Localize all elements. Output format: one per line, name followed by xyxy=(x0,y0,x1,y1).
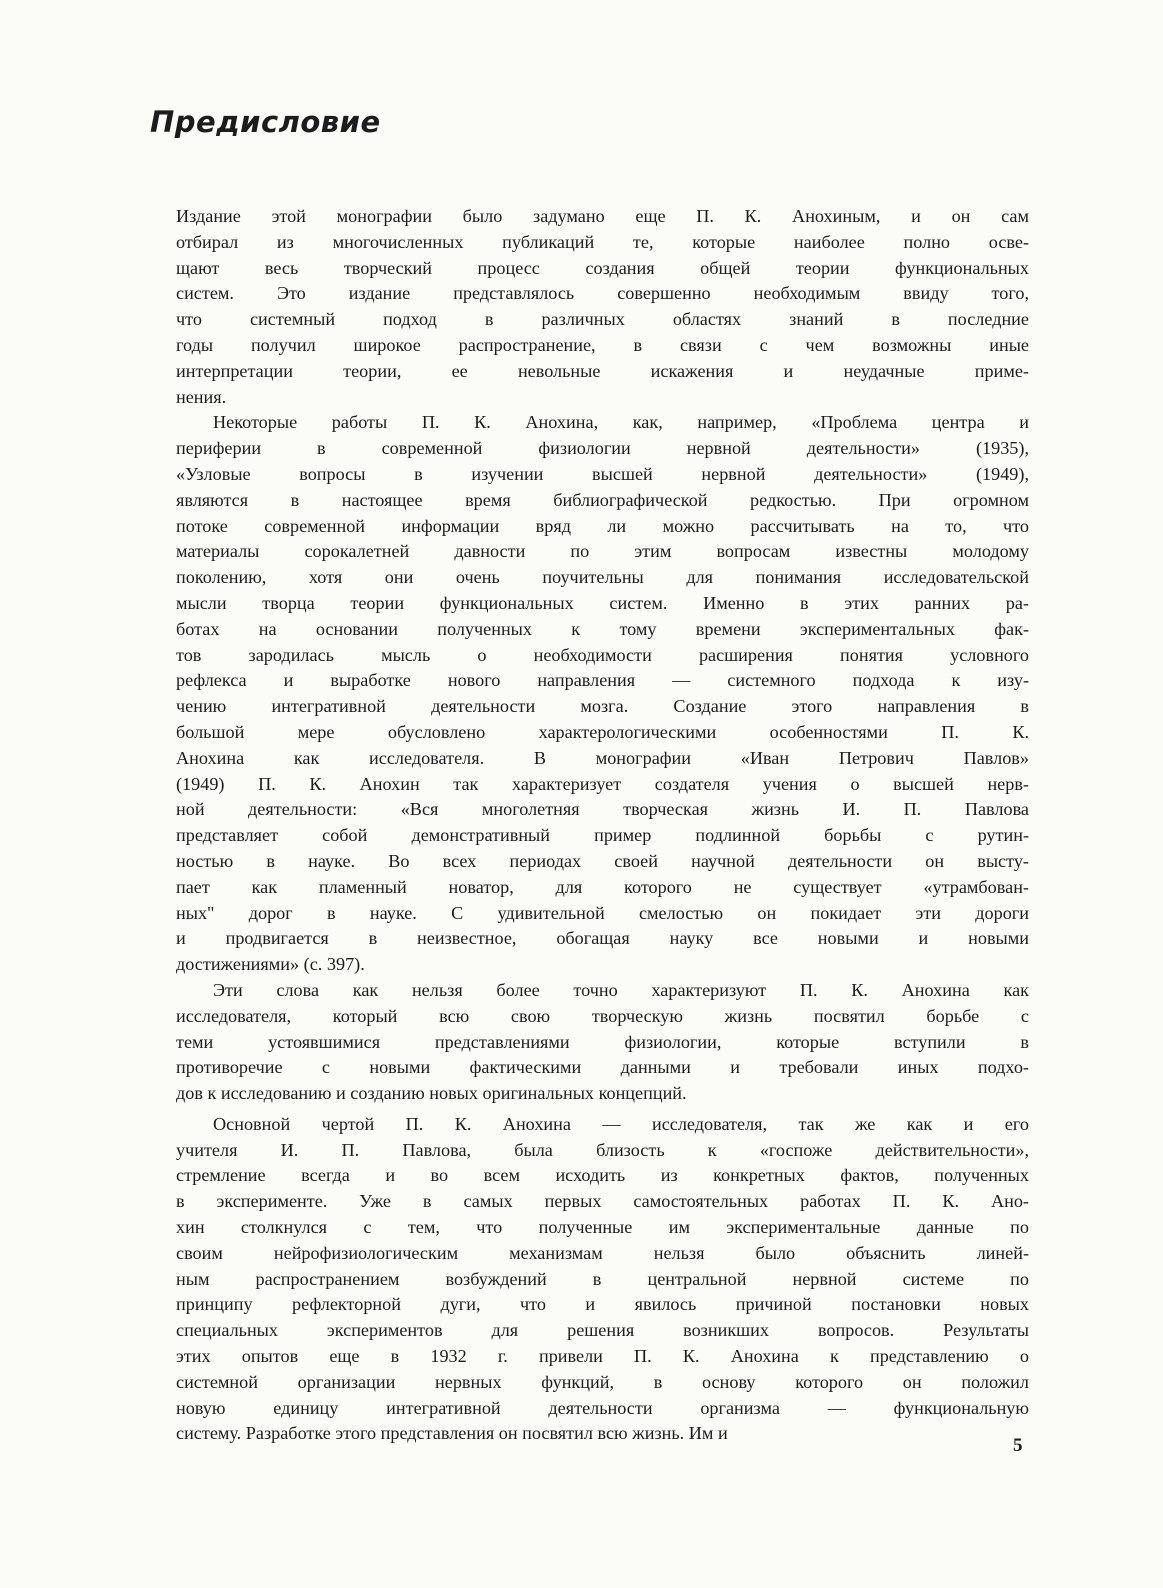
text-line: поколению, хотя они очень поучительны для понимания исследовательской xyxy=(176,567,1029,588)
text-line: Анохина как исследователя. В монографии «Иван Петрович Павлов» xyxy=(176,747,1029,768)
text-line: тов зародилась мысль о необходимости расширения понятия условного xyxy=(176,644,1029,665)
text-line: (1949) П. К. Анохин так характеризует создателя учения о высшей нерв- xyxy=(176,773,1029,794)
text-line: дов к исследованию и созданию новых оригинальных концепций. xyxy=(176,1083,687,1104)
text-line: годы получил широкое распространение, в связи с чем возможны иные xyxy=(176,334,1029,355)
text-line: и продвигается в неизвестное, обогащая науку все новыми и новыми xyxy=(176,928,1029,949)
page-title: Предисловие xyxy=(150,105,381,139)
text-line: противоречие с новыми фактическими данными и требовали иных подхо- xyxy=(176,1057,1029,1078)
text-line: пает как пламенный новатор, для которого не существует «утрамбован- xyxy=(176,876,1029,897)
text-line: ных" дорог в науке. С удивительной смелостью он покидает эти дороги xyxy=(176,902,1029,923)
text-line: что системный подход в различных областях знаний в последние xyxy=(176,309,1029,330)
text-line: достижениями» (с. 397). xyxy=(176,954,365,975)
text-line: интерпретации теории, ее невольные искажения и неудачные приме- xyxy=(176,360,1029,381)
text-line: системной организации нервных функций, в основу которого он положил xyxy=(176,1371,1029,1392)
text-line: в эксперименте. Уже в самых первых самостоятельных работах П. К. Ано- xyxy=(176,1191,1029,1212)
text-line: систему. Разработке этого представления он посвятил всю жизнь. Им и xyxy=(176,1423,728,1444)
page-number: 5 xyxy=(1013,1435,1023,1456)
text-line: ностью в науке. Во всех периодах своей научной деятельности он высту- xyxy=(176,850,1029,871)
paragraph xyxy=(176,978,1029,1107)
text-line: этих опытов еще в 1932 г. привели П. К. Анохина к представлению о xyxy=(176,1346,1029,1367)
text-line: ботах на основании полученных к тому времени экспериментальных фак- xyxy=(176,618,1029,639)
text-line: новую единицу интегративной деятельности организма — функциональную xyxy=(176,1397,1029,1418)
text-line: чению интегративной деятельности мозга. Создание этого направления в xyxy=(176,696,1029,717)
paragraph xyxy=(176,410,1029,978)
text-line: потоке современной информации вряд ли можно рассчитывать на то, что xyxy=(176,515,1029,536)
text-line: мысли творца теории функциональных систем. Именно в этих ранних ра- xyxy=(176,592,1029,613)
text-line: ным распространением возбуждений в центральной нервной системе по xyxy=(176,1268,1029,1289)
text-line: Издание этой монографии было задумано еще П. К. Анохиным, и он сам xyxy=(176,206,1029,226)
text-line: большой мере обусловлено характерологическими особенностями П. К. xyxy=(176,721,1029,742)
text-line: «Узловые вопросы в изучении высшей нервной деятельности» (1949), xyxy=(176,463,1029,484)
paragraph xyxy=(176,204,1029,410)
text-line: Эти слова как нельзя более точно характеризуют П. К. Анохина как xyxy=(213,979,1029,1000)
text-line: рефлекса и выработке нового направления — системного подхода к изу- xyxy=(176,670,1029,691)
text-line: нения. xyxy=(176,386,227,407)
text-line: материалы сорокалетней давности по этим вопросам известны молодому xyxy=(176,541,1029,562)
text-line: представляет собой демонстративный пример подлинной борьбы с рутин- xyxy=(176,825,1029,846)
text-line: являются в настоящее время библиографической редкостью. При огромном xyxy=(176,489,1029,510)
paragraph xyxy=(176,1112,1029,1447)
text-line: щают весь творческий процесс создания общей теории функциональных xyxy=(176,257,1029,278)
text-line: принципу рефлекторной дуги, что и явилось причиной постановки новых xyxy=(176,1294,1029,1315)
text-line: отбирал из многочисленных публикаций те, которые наиболее полно осве- xyxy=(176,231,1029,252)
text-line: специальных экспериментов для решения возникших вопросов. Результаты xyxy=(176,1320,1029,1341)
text-line: Основной чертой П. К. Анохина — исследователя, так же как и его xyxy=(213,1113,1029,1134)
text-line: своим нейрофизиологическим механизмам нельзя было объяснить линей- xyxy=(176,1242,1029,1263)
text-line: систем. Это издание представлялось совершенно необходимым ввиду того, xyxy=(176,283,1029,304)
text-line: хин столкнулся с тем, что полученные им экспериментальные данные по xyxy=(176,1217,1029,1238)
text-line: исследователя, который всю свою творческую жизнь посвятил борьбе с xyxy=(176,1005,1029,1026)
text-line: стремление всегда и во всем исходить из конкретных фактов, полученных xyxy=(176,1165,1029,1186)
text-line: теми устоявшимися представлениями физиологии, которые вступили в xyxy=(176,1031,1029,1052)
body-text xyxy=(176,204,1029,1447)
text-line: учителя И. П. Павлова, была близость к «госпоже действительности», xyxy=(176,1139,1029,1160)
text-line: Некоторые работы П. К. Анохина, как, например, «Проблема центра и xyxy=(213,412,1029,433)
text-line: периферии в современной физиологии нервной деятельности» (1935), xyxy=(176,438,1029,459)
text-line: ной деятельности: «Вся многолетняя творческая жизнь И. П. Павлова xyxy=(176,799,1029,820)
